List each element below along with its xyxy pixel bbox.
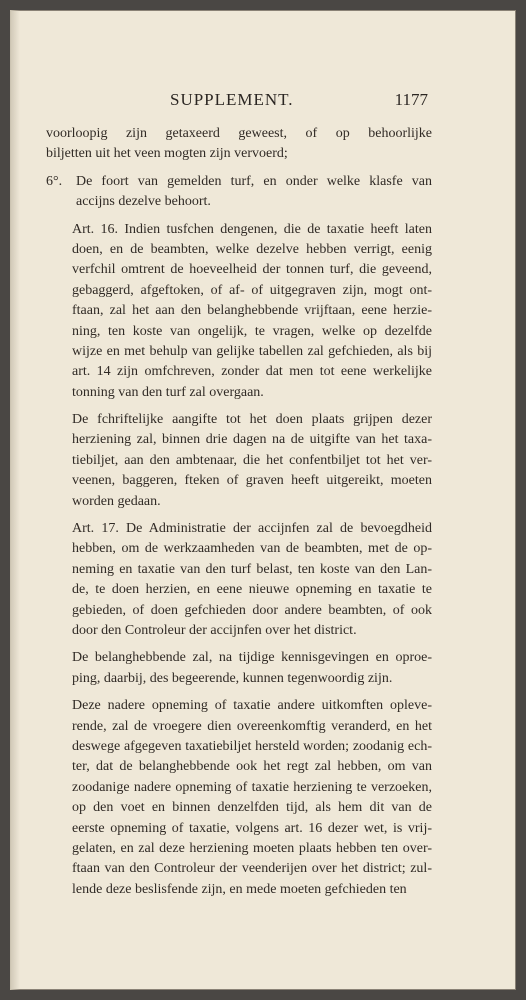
text-line: biljetten uit het veen mogten zijn vervoerd; (46, 146, 288, 162)
text-line: tiebiljet, aan den ambtenaar, die het confentbiljet tot het ver- (72, 452, 432, 468)
item-number: 6°. (46, 173, 63, 189)
running-header (10, 90, 516, 114)
text-line: verfchil omtrent de hoeveelheid der tonnen turf, die geveend, (72, 262, 432, 278)
text-line: ning, ten koste van ongelijk, te vragen, welke op dezelfde (72, 323, 432, 339)
text-line: Art. 16. Indien tusfchen dengenen, die de taxatie heeft laten (72, 221, 432, 237)
text-line: op den voet en binnen denzelfden tijd, als hem dit van de (72, 800, 432, 816)
text-line: veenen, baggeren, fteken of graven heeft uitgereikt, moeten (72, 473, 432, 489)
text-line: hebben, om de werkzaamheden van de beambten, met de op- (72, 541, 432, 557)
text-line: tonning van den turf zal overgaan. (72, 384, 264, 400)
text-line: voorloopig zijn getaxeerd geweest, of op behoorlijke (46, 126, 432, 141)
text-line: doen, en de beambten, welke dezelve hebben verrigt, eenig (72, 241, 432, 257)
paragraph (46, 519, 432, 641)
text-line: worden gedaan. (72, 493, 161, 509)
text-line: herziening zal, binnen drie dagen na de uitgifte van het taxa- (72, 432, 432, 448)
paragraph (46, 696, 432, 900)
paragraph (46, 220, 432, 404)
text-line: accijns dezelve behoort. (76, 194, 211, 210)
text-line: zoodanige nadere opneming of taxatie herziening te verzoeken, (72, 779, 432, 795)
text-line: ter, dat de belanghebbende ook het regt zal hebben, om van (72, 759, 432, 775)
text-line (46, 172, 432, 192)
text-line: ftaan, zal het aan den belanghebbende vrijftaan, eene herzie- (72, 303, 432, 319)
text-line: wijze en met behulp van gelijke tabellen zal gefchieden, als bij (72, 343, 432, 359)
text-line: art. 14 zijn omfchreven, zonder dat men tot eene werkelijke (72, 364, 432, 380)
paragraph (46, 410, 432, 512)
text-line: de, te doen herzien, en eene nieuwe opneming en taxatie te (72, 582, 432, 598)
text-line: neming en taxatie van den turf belast, ten koste van den Lan- (72, 561, 432, 577)
text-line: Deze nadere opneming of taxatie andere uitkomften opleve- (72, 698, 432, 714)
text-line: ftaan van den Controleur der veenderijen over het district; zul- (72, 861, 432, 877)
text-line: gebieden, of doen gefchieden door andere beambten, of ook (72, 602, 432, 618)
header-title: SUPPLEMENT. (170, 90, 294, 109)
text-line: lende deze beslisfende zijn, en mede moeten gefchieden ten (72, 881, 407, 897)
text-line: Art. 17. De Administratie der accijnfen zal de bevoegdheid (72, 521, 432, 537)
text-line: De fchriftelijke aangifte tot het doen plaats grijpen dezer (72, 412, 432, 428)
body-text (46, 124, 432, 907)
line-text: De foort van gemelden turf, en onder welke klasfe van (76, 173, 432, 189)
text-line: door den Controleur der accijnfen over het district. (72, 622, 357, 638)
text-line: gelaten, en zal deze herziening moeten plaats hebben ten over- (72, 840, 432, 856)
text-line: eerste opneming of taxatie, volgens art. 16 dezer wet, is vrij- (72, 820, 432, 836)
page-number: 1177 (394, 90, 428, 109)
numbered-item (46, 172, 432, 213)
text-line: rende, zal de vroegere dien overeenkomftig veranderd, en het (72, 718, 432, 734)
paragraph (46, 648, 432, 689)
book-page (10, 10, 516, 990)
paragraph (46, 124, 432, 165)
text-line: gebaggerd, afgeftoken, of af- of uitgegraven zijn, mogt ont- (72, 282, 432, 298)
text-line: ping, daarbij, des begeerende, kunnen tegenwoordig zijn. (72, 670, 393, 686)
text-line: De belanghebbende zal, na tijdige kennisgevingen en oproe- (72, 650, 432, 666)
text-line: deswege afgegeven taxatiebiljet hersteld worden; zoodanig ech- (72, 738, 432, 754)
